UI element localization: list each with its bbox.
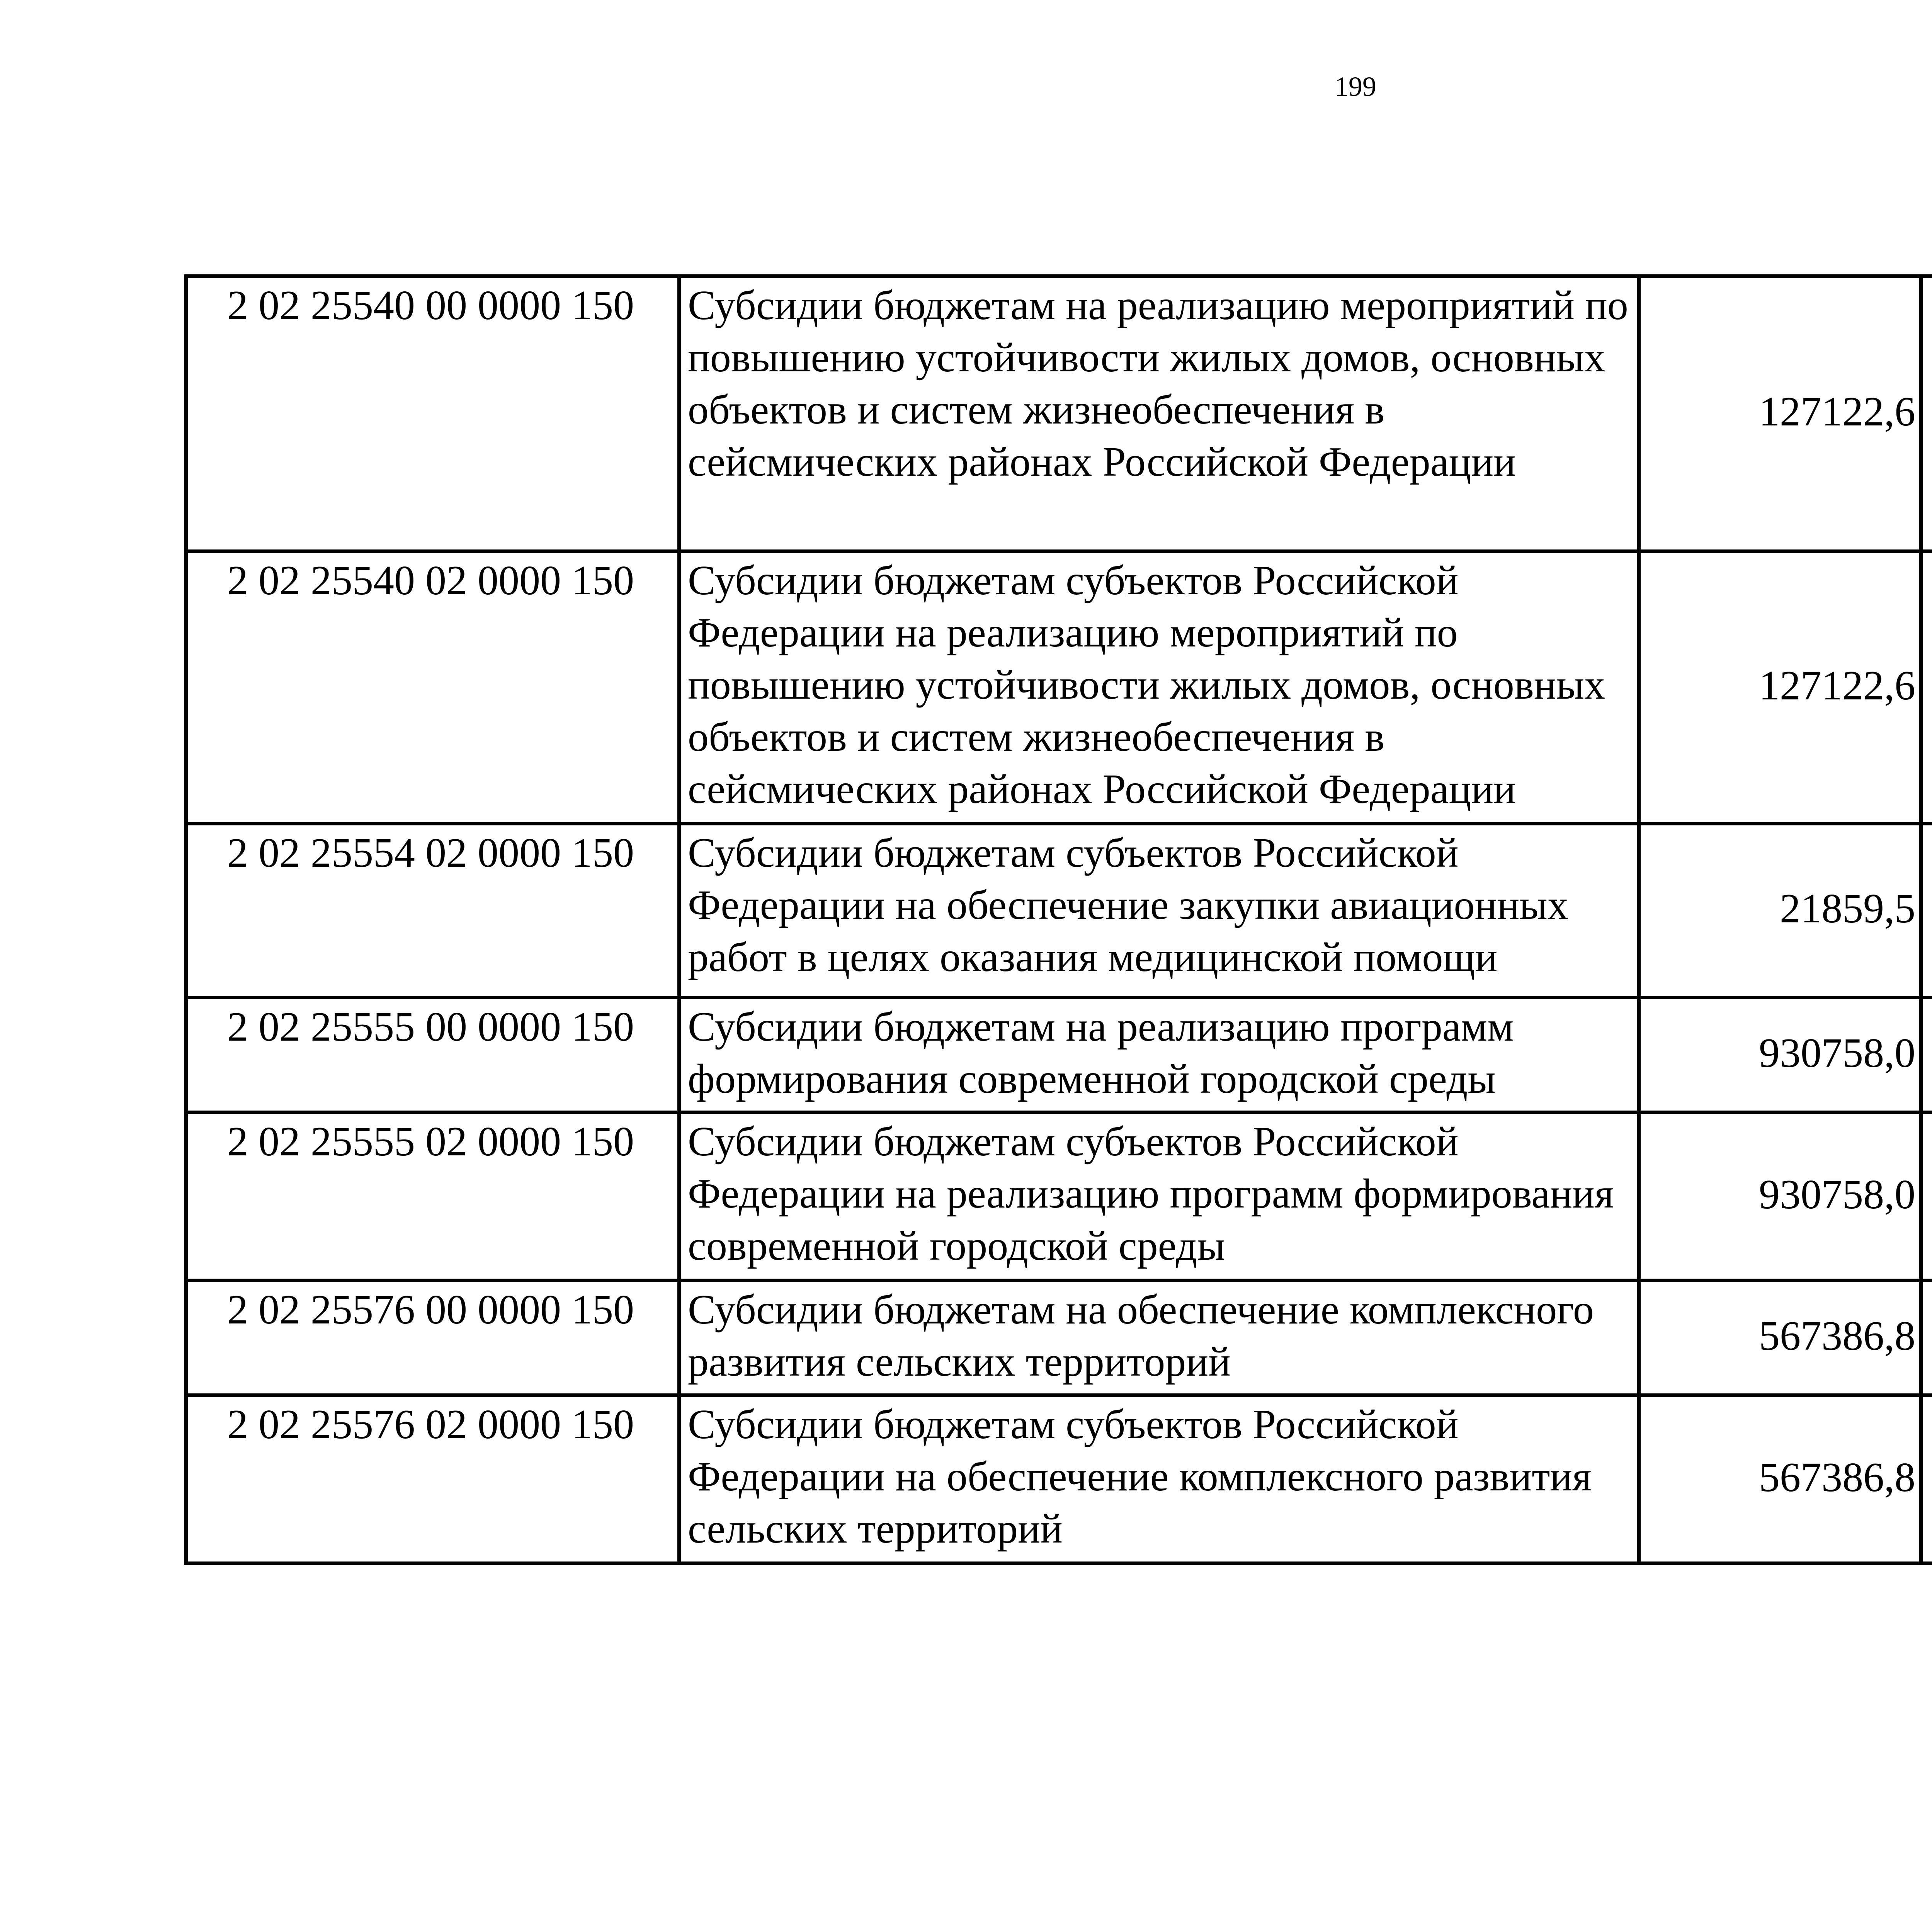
table-row	[186, 276, 1932, 551]
row-value-1: 930758,0	[1639, 998, 1921, 1112]
table-row	[186, 551, 1932, 824]
row-value-1: 127122,6	[1639, 551, 1921, 824]
row-value-1: 21859,5	[1639, 824, 1921, 998]
budget-table	[184, 274, 1932, 1565]
row-value-2	[1921, 824, 1932, 998]
row-value-1: 127122,6	[1639, 276, 1921, 551]
row-code: 2 02 25554 02 0000 150	[186, 824, 679, 998]
row-description: Субсидии бюджетам на реализацию мероприятий по повышению устойчивости жилых домов, основных объектов и систем жизнеобеспечения в сейсмических районах Российской Федерации	[679, 276, 1639, 551]
row-code: 2 02 25555 02 0000 150	[186, 1112, 679, 1281]
row-description: Субсидии бюджетам субъектов Российской Федерации на реализацию программ формирования современной городской среды	[679, 1112, 1639, 1281]
row-code: 2 02 25576 00 0000 150	[186, 1281, 679, 1395]
table-row	[186, 1112, 1932, 1281]
row-value-1: 567386,8	[1639, 1281, 1921, 1395]
row-code: 2 02 25540 00 0000 150	[186, 276, 679, 551]
row-code: 2 02 25576 02 0000 150	[186, 1395, 679, 1563]
row-value-2	[1921, 1112, 1932, 1281]
row-value-2	[1921, 1395, 1932, 1563]
table-row	[186, 824, 1932, 998]
row-description: Субсидии бюджетам субъектов Российской Федерации на обеспечение комплексного развития сельских территорий	[679, 1395, 1639, 1563]
row-value-2	[1921, 998, 1932, 1112]
row-value-1: 567386,8	[1639, 1395, 1921, 1563]
row-description: Субсидии бюджетам субъектов Российской Федерации на обеспечение закупки авиационных работ в целях оказания медицинской помощи	[679, 824, 1639, 998]
row-value-1: 930758,0	[1639, 1112, 1921, 1281]
row-value-2	[1921, 1281, 1932, 1395]
row-description: Субсидии бюджетам субъектов Российской Федерации на реализацию мероприятий по повышению устойчивости жилых домов, основных объектов и систем жизнеобеспечения в сейсмических районах Российской Федерации	[679, 551, 1639, 824]
row-code: 2 02 25555 00 0000 150	[186, 998, 679, 1112]
table-row	[186, 1395, 1932, 1563]
row-value-2	[1921, 551, 1932, 824]
row-value-2	[1921, 276, 1932, 551]
row-description: Субсидии бюджетам на реализацию программ формирования современной городской среды	[679, 998, 1639, 1112]
table-row	[186, 1281, 1932, 1395]
page-number: 199	[1335, 71, 1376, 102]
row-description: Субсидии бюджетам на обеспечение комплексного развития сельских территорий	[679, 1281, 1639, 1395]
table-row	[186, 998, 1932, 1112]
row-code: 2 02 25540 02 0000 150	[186, 551, 679, 824]
